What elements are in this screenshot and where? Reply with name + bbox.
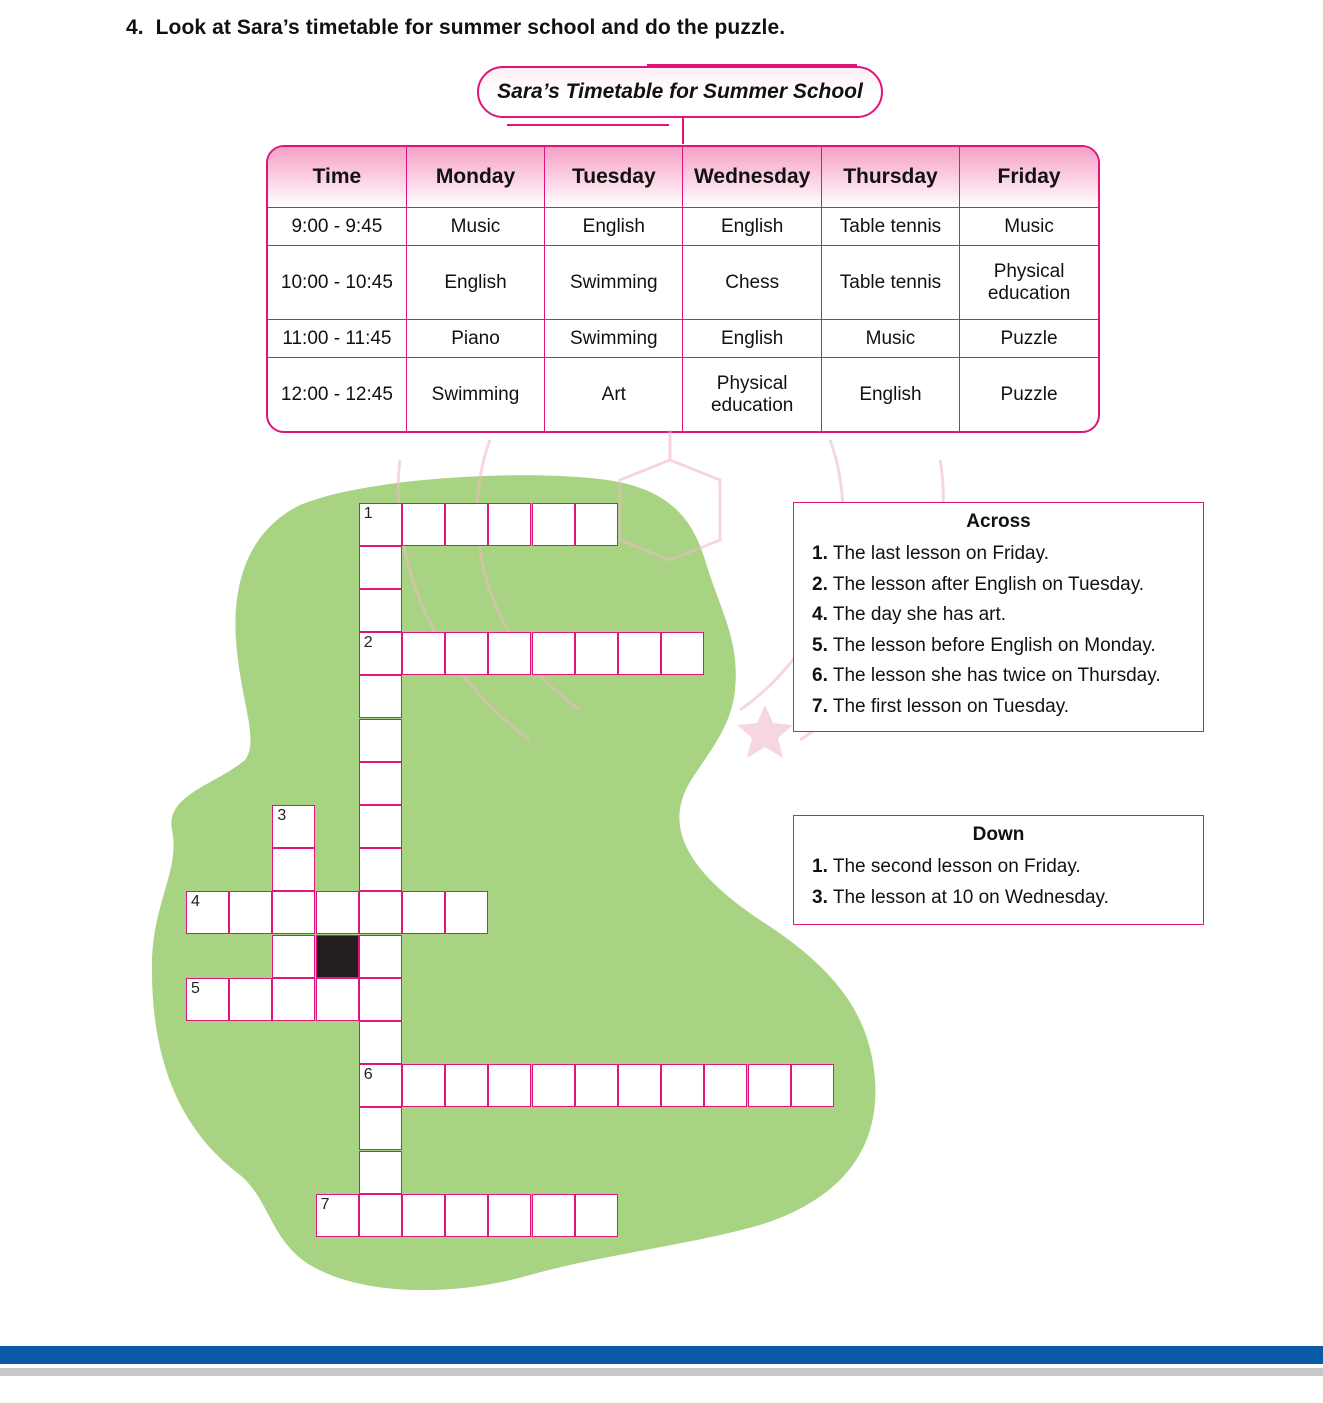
header-thursday: Thursday — [821, 147, 959, 208]
list-item — [812, 883, 1203, 914]
crossword-cell[interactable] — [186, 891, 229, 934]
crossword-cell[interactable] — [402, 503, 445, 546]
crossword-cell[interactable] — [359, 891, 402, 934]
clue-number: 4. — [812, 604, 828, 625]
header-time: Time — [268, 147, 406, 208]
lesson-cell: Physical education — [683, 358, 821, 431]
clue-text: The lesson before English on Monday. — [832, 634, 1156, 656]
crossword-cell[interactable] — [661, 1064, 704, 1107]
crossword-cell[interactable] — [359, 848, 402, 891]
crossword-cell[interactable] — [618, 632, 661, 675]
crossword-cell[interactable] — [316, 1194, 359, 1237]
crossword-cell[interactable] — [229, 978, 272, 1021]
crossword-cell[interactable] — [488, 1064, 531, 1107]
lesson-cell: Piano — [406, 320, 544, 358]
down-title: Down — [972, 824, 1025, 845]
lesson-cell: Music — [960, 208, 1098, 246]
crossword-cell[interactable] — [791, 1064, 834, 1107]
crossword-cell[interactable] — [575, 1194, 618, 1237]
lesson-cell: Puzzle — [960, 358, 1098, 431]
list-item — [812, 539, 1203, 570]
lesson-cell: Swimming — [545, 320, 683, 358]
footer-blue-bar — [0, 1346, 1323, 1364]
crossword-cell[interactable] — [359, 632, 402, 675]
lesson-cell: Art — [545, 358, 683, 431]
crossword-clue-number: 3 — [277, 806, 287, 824]
clue-number: 2. — [812, 573, 828, 595]
clue-number: 7. — [812, 695, 828, 717]
list-item — [812, 692, 1203, 723]
lesson-cell: English — [406, 245, 544, 319]
crossword-cell[interactable] — [229, 891, 272, 934]
crossword-cell[interactable] — [359, 978, 402, 1021]
crossword-cell[interactable] — [316, 891, 359, 934]
lesson-cell: English — [683, 208, 821, 246]
crossword-cell[interactable] — [532, 1064, 575, 1107]
crossword-cell[interactable] — [445, 1064, 488, 1107]
crossword-cell[interactable] — [359, 1151, 402, 1194]
crossword-cell[interactable] — [359, 935, 402, 978]
crossword-cell[interactable] — [445, 503, 488, 546]
lesson-cell: Table tennis — [821, 208, 959, 246]
lesson-cell: Puzzle — [960, 320, 1098, 358]
crossword-cell[interactable] — [272, 848, 315, 891]
lesson-cell: Physical education — [960, 245, 1098, 319]
crossword-cell[interactable] — [445, 1194, 488, 1237]
crossword-cell[interactable] — [359, 719, 402, 762]
crossword-cell[interactable] — [575, 503, 618, 546]
crossword-clue-number: 2 — [363, 634, 373, 652]
crossword-cell[interactable] — [704, 1064, 747, 1107]
lesson-cell: Music — [406, 208, 544, 246]
across-list — [794, 539, 1203, 722]
crossword-cell[interactable] — [402, 632, 445, 675]
crossword-cell[interactable] — [272, 935, 315, 978]
crossword-cell[interactable] — [359, 762, 402, 805]
time-cell: 11:00 - 11:45 — [268, 320, 406, 358]
crossword-cell[interactable] — [316, 978, 359, 1021]
lesson-cell: Table tennis — [821, 245, 959, 319]
clue-text: The last lesson on Friday. — [832, 543, 1049, 564]
exercise-number: 4. — [126, 16, 144, 39]
crossword-cell[interactable] — [532, 503, 575, 546]
crossword-cell[interactable] — [402, 891, 445, 934]
lesson-cell: Music — [821, 320, 959, 358]
crossword-cell[interactable] — [272, 805, 315, 848]
crossword-clue-number: 7 — [320, 1195, 330, 1213]
crossword-clue-number: 5 — [191, 979, 200, 997]
crossword-cell[interactable] — [445, 891, 488, 934]
lesson-cell: English — [821, 358, 959, 431]
crossword-black-cell — [316, 935, 359, 978]
list-item — [812, 631, 1203, 662]
crossword-cell[interactable] — [272, 891, 315, 934]
clue-text: The lesson at 10 on Wednesday. — [832, 886, 1109, 908]
crossword-cell[interactable] — [359, 503, 402, 546]
lesson-cell: Swimming — [406, 358, 544, 431]
across-title: Across — [966, 511, 1031, 532]
time-cell: 10:00 - 10:45 — [268, 245, 406, 319]
crossword-cell[interactable] — [445, 632, 488, 675]
clue-text: The second lesson on Friday. — [832, 856, 1081, 877]
down-clues-box — [793, 815, 1204, 925]
crossword-cell[interactable] — [359, 805, 402, 848]
list-item — [812, 600, 1203, 631]
lesson-cell: English — [683, 320, 821, 358]
clue-number: 6. — [812, 665, 828, 686]
header-friday: Friday — [960, 147, 1098, 208]
crossword-cell[interactable] — [359, 1064, 402, 1107]
crossword-cell[interactable] — [402, 1194, 445, 1237]
clue-number: 5. — [812, 634, 828, 656]
footer-grey-bar — [0, 1368, 1323, 1376]
lesson-cell: English — [545, 208, 683, 246]
header-monday: Monday — [406, 147, 544, 208]
crossword-cell[interactable] — [359, 1021, 402, 1064]
crossword-cell[interactable] — [359, 675, 402, 718]
clue-text: The lesson after English on Tuesday. — [832, 573, 1145, 595]
lesson-cell: Chess — [683, 245, 821, 319]
time-cell: 12:00 - 12:45 — [268, 358, 406, 431]
clue-number: 3. — [812, 886, 828, 908]
crossword-cell[interactable] — [748, 1064, 791, 1107]
crossword-cell[interactable] — [272, 978, 315, 1021]
crossword-cell[interactable] — [575, 1064, 618, 1107]
crossword-cell[interactable] — [402, 1064, 445, 1107]
crossword-cell[interactable] — [488, 1194, 531, 1237]
clue-number: 1. — [812, 856, 828, 877]
crossword-cell[interactable] — [359, 1107, 402, 1150]
crossword-clue-number: 1 — [363, 504, 373, 522]
list-item — [812, 852, 1203, 883]
lesson-cell: Swimming — [545, 245, 683, 319]
clue-text: The lesson she has twice on Thursday. — [832, 665, 1161, 686]
crossword-cell[interactable] — [359, 589, 402, 632]
crossword-cell[interactable] — [575, 632, 618, 675]
crossword-cell[interactable] — [488, 632, 531, 675]
crossword-cell[interactable] — [661, 632, 704, 675]
timetable-title: Sara’s Timetable for Summer School — [497, 80, 863, 103]
crossword-clue-number: 4 — [191, 893, 200, 911]
crossword-cell[interactable] — [488, 503, 531, 546]
down-list — [794, 852, 1203, 913]
clue-number: 1. — [812, 543, 828, 564]
crossword-clue-number: 6 — [363, 1066, 373, 1084]
list-item — [812, 570, 1203, 601]
across-clues-box — [793, 502, 1204, 732]
crossword-cell[interactable] — [532, 632, 575, 675]
header-tuesday: Tuesday — [545, 147, 683, 208]
exercise-instruction: Look at Sara’s timetable for summer school and do the puzzle. — [155, 16, 786, 39]
crossword-cell[interactable] — [359, 1194, 402, 1237]
list-item — [812, 661, 1203, 692]
crossword-cell[interactable] — [532, 1194, 575, 1237]
crossword-cell[interactable] — [359, 546, 402, 589]
crossword-cell[interactable] — [618, 1064, 661, 1107]
crossword-cell[interactable] — [186, 978, 229, 1021]
clue-text: The day she has art. — [832, 604, 1007, 625]
time-cell: 9:00 - 9:45 — [268, 208, 406, 246]
header-wednesday: Wednesday — [683, 147, 821, 208]
clue-text: The first lesson on Tuesday. — [832, 695, 1070, 717]
